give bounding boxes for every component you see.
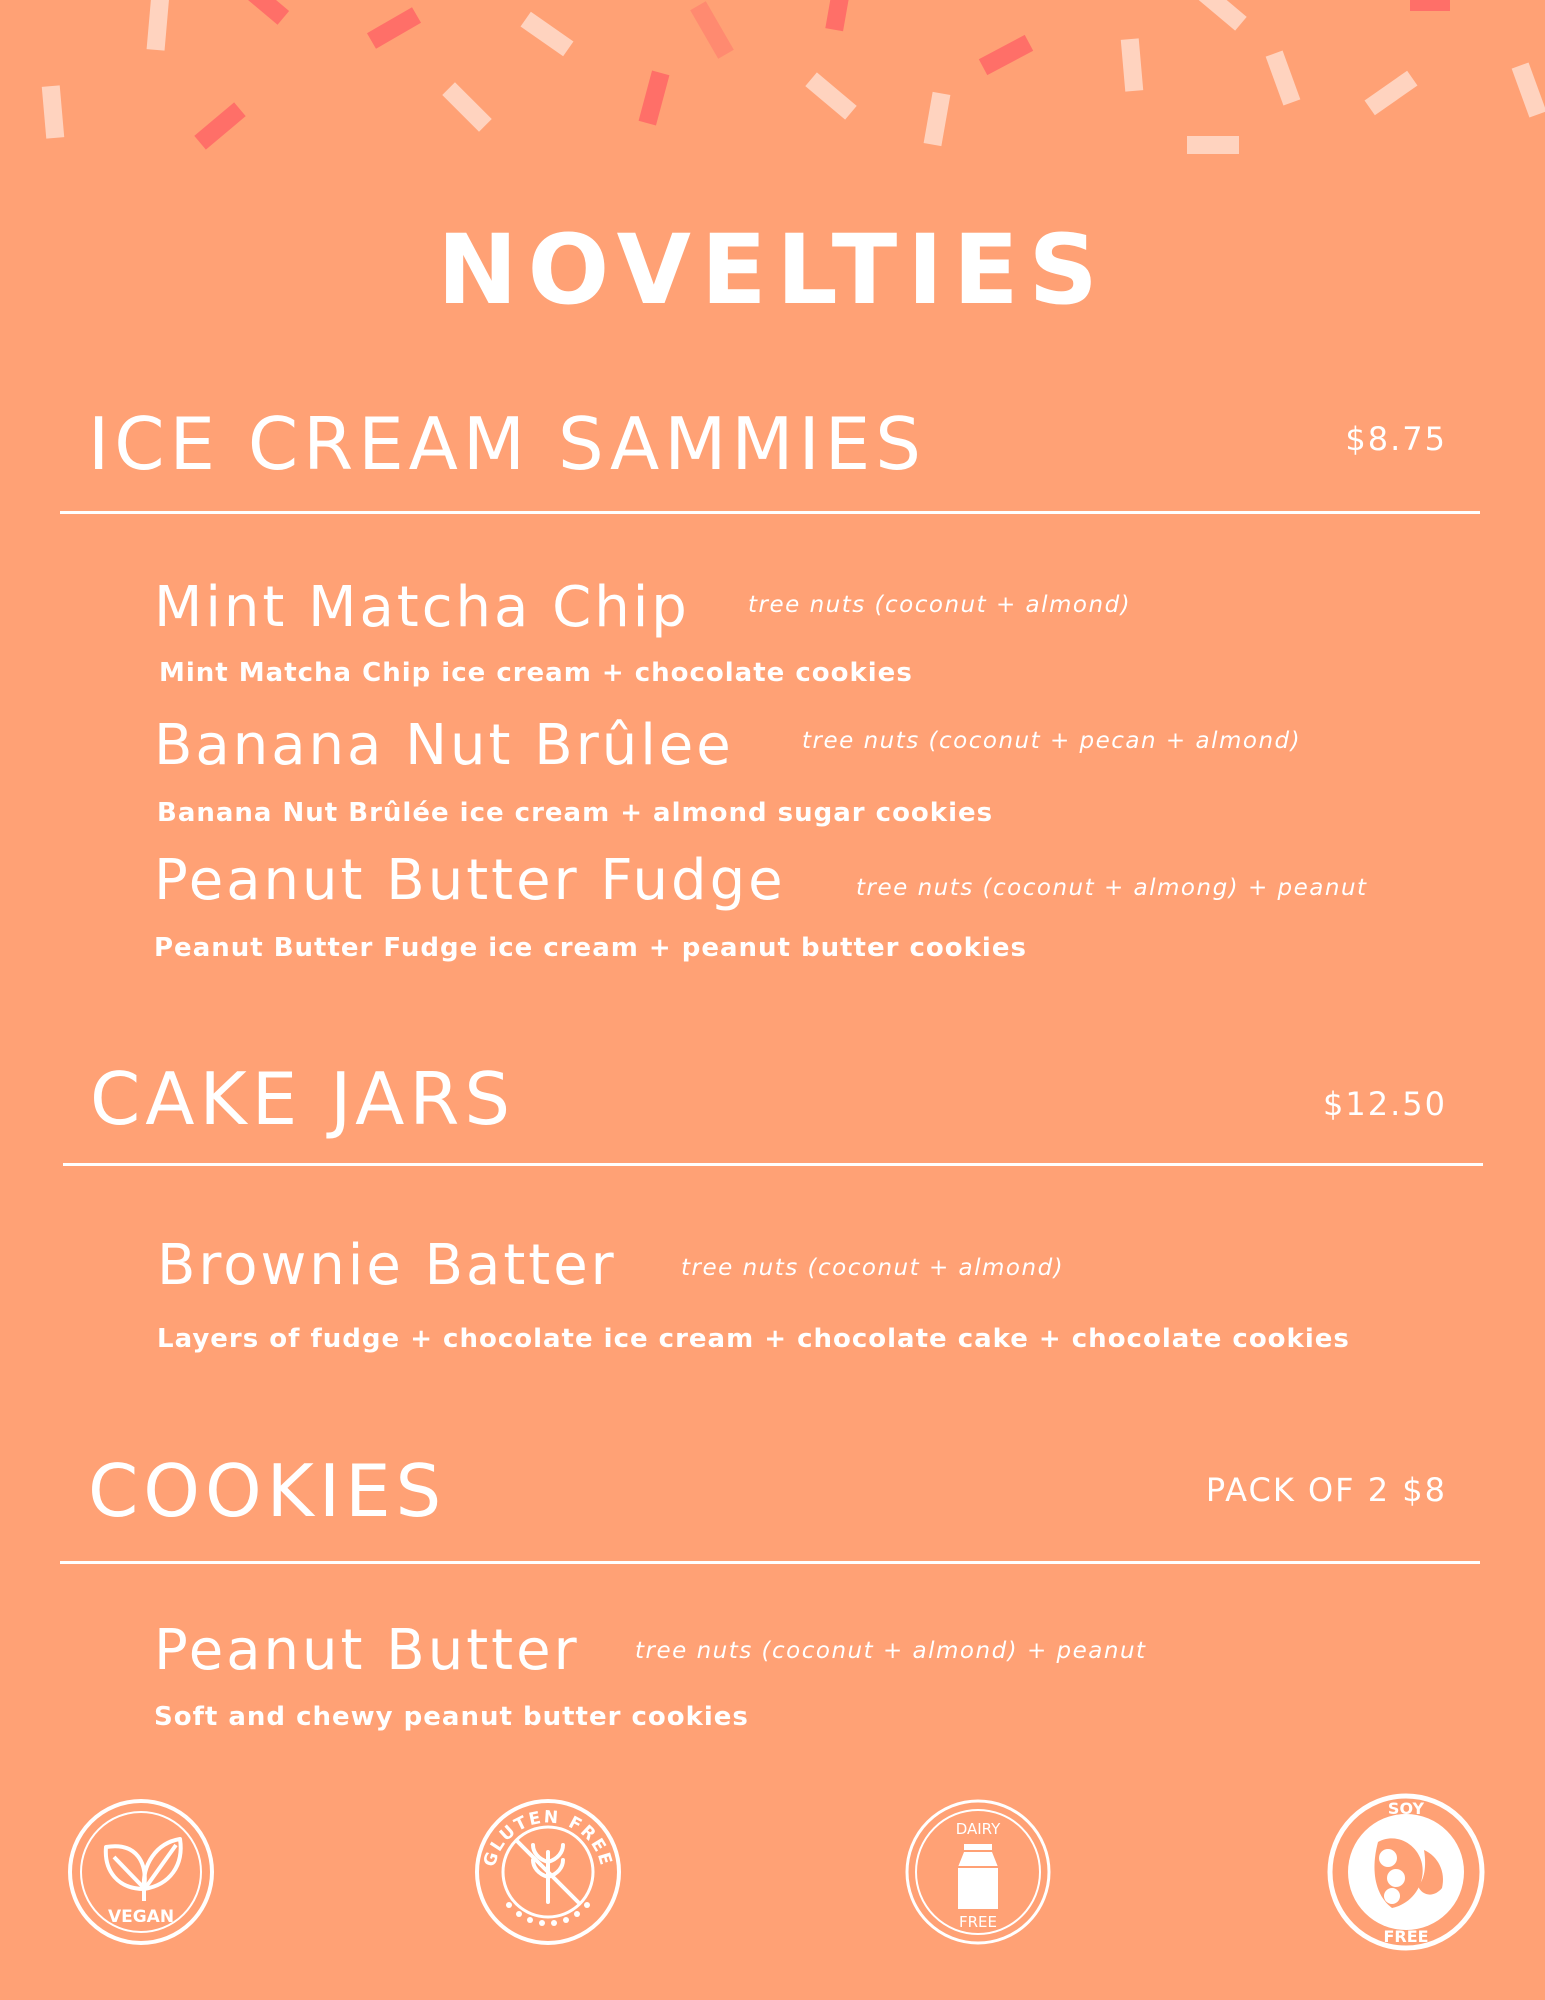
section-price-cake-jars: $12.50	[1323, 1085, 1447, 1123]
item-name-mint-matcha-chip: Mint Matcha Chip	[154, 575, 690, 640]
item-name-banana-nut-brulee: Banana Nut Brûlee	[154, 713, 734, 778]
gluten-free-badge-icon	[473, 1797, 623, 1947]
leaf-icon	[106, 1839, 181, 1901]
badge-label-bottom: FREE	[958, 1913, 998, 1931]
soy-free-badge	[1326, 1792, 1476, 1946]
item-allergens: tree nuts (coconut + pecan + almond)	[802, 728, 1302, 754]
item-description: Soft and chewy peanut butter cookies	[154, 1702, 749, 1732]
section-price-ice-cream-sammies: $8.75	[1345, 420, 1447, 458]
item-description: Banana Nut Brûlée ice cream + almond sugar cookies	[157, 798, 994, 828]
section-price-cookies: PACK OF 2 $8	[1205, 1471, 1447, 1509]
soy-free-badge-icon	[1326, 1792, 1486, 1952]
section-divider	[60, 511, 1480, 514]
vegan-badge-icon	[66, 1797, 216, 1947]
item-description: Mint Matcha Chip ice cream + chocolate cookies	[159, 658, 913, 688]
vegan-badge	[66, 1797, 216, 1947]
item-allergens: tree nuts (coconut + almond)	[748, 592, 1132, 618]
no-wheat-icon	[518, 1842, 578, 1902]
section-title-cookies: COOKIES	[88, 1449, 447, 1533]
item-allergens: tree nuts (coconut + almond)	[681, 1255, 1065, 1281]
item-allergens: tree nuts (coconut + almong) + peanut	[856, 875, 1368, 901]
section-divider	[60, 1561, 1480, 1564]
dairy-free-badge	[898, 1797, 1048, 1947]
gluten-free-badge	[473, 1797, 623, 1947]
badge-label-top: DAIRY	[955, 1820, 1001, 1838]
section-title-cake-jars: CAKE JARS	[90, 1057, 516, 1141]
item-name-brownie-batter: Brownie Batter	[157, 1233, 617, 1298]
section-divider	[63, 1163, 1483, 1166]
item-description: Layers of fudge + chocolate ice cream + chocolate cake + chocolate cookies	[157, 1324, 1350, 1354]
badge-label: VEGAN	[107, 1907, 175, 1927]
badge-label-bottom: FREE	[1383, 1927, 1429, 1946]
confetti-decoration	[0, 0, 1545, 180]
item-name-peanut-butter: Peanut Butter	[154, 1618, 580, 1683]
milk-carton-icon	[958, 1844, 998, 1909]
badge-label: GLUTEN FREE	[479, 1807, 617, 1870]
dairy-free-badge-icon	[898, 1797, 1058, 1947]
badge-label-top: SOY	[1387, 1799, 1425, 1818]
item-allergens: tree nuts (coconut + almond) + peanut	[635, 1638, 1147, 1664]
item-description: Peanut Butter Fudge ice cream + peanut butter cookies	[154, 933, 1027, 963]
item-name-peanut-butter-fudge: Peanut Butter Fudge	[154, 848, 786, 913]
section-title-ice-cream-sammies: ICE CREAM SAMMIES	[88, 402, 926, 486]
page-title: NOVELTIES	[437, 214, 1108, 326]
